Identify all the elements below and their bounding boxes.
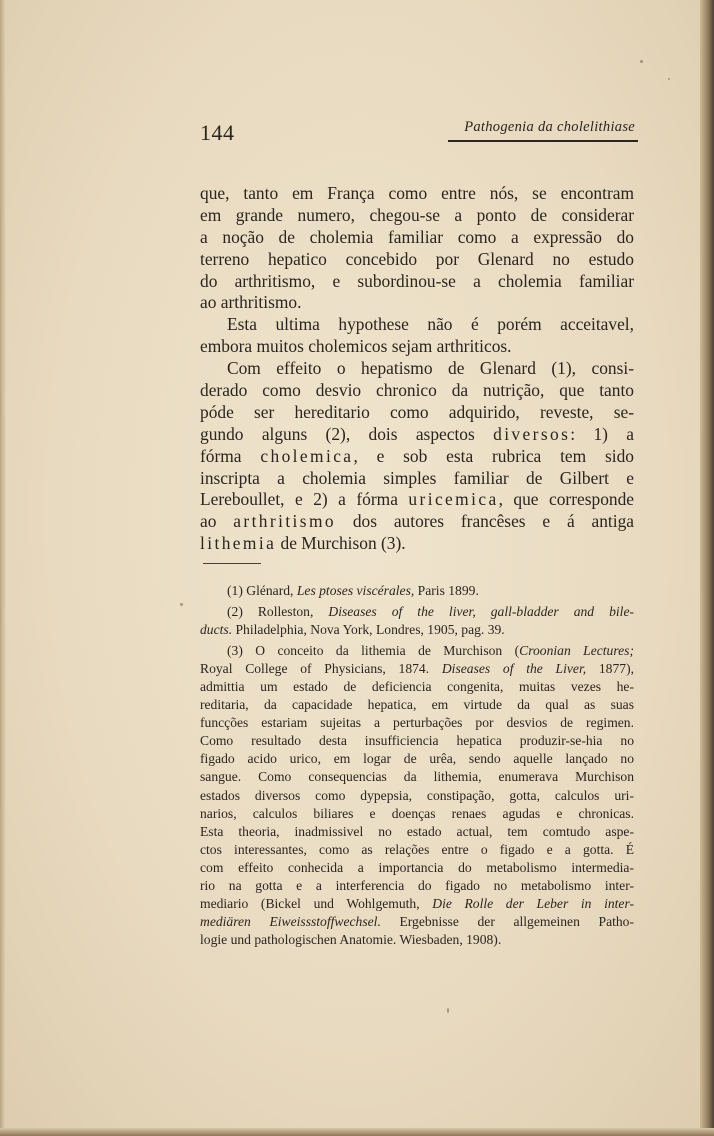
footnote-3-line: com effeito conhecida a importancia do metabolismo intermedia- [200, 859, 634, 875]
footnote-text: 1877), [598, 661, 634, 677]
body-text-run: de Murchison (3). [280, 533, 406, 554]
body-line: a noção de cholemia familiar como a expressão do [200, 226, 634, 247]
page-header [200, 118, 638, 148]
paper-speck [668, 78, 670, 80]
footnote-1 [200, 582, 634, 600]
body-text [200, 183, 634, 555]
footnote-3-line: rio na gotta e a interferencia do figado no metabolismo inter- [200, 877, 634, 893]
footnote-3-line: figado acido urico, em logar de urêa, sendo aquelle lançado no [200, 751, 634, 767]
footnote-3-line [200, 895, 634, 913]
body-line: que, tanto em França como entre nós, se encontram [200, 183, 634, 203]
footnote-3-line [200, 660, 634, 678]
spaced-emphasis: cholemica [260, 445, 354, 466]
footnote-3-line [200, 913, 634, 931]
page-number: 144 [200, 120, 235, 145]
body-line [200, 533, 634, 555]
footnote-3-line: admittia um estado de deficiencia congenita, muitas vezes he- [200, 679, 634, 695]
citation-title: ducts. [200, 622, 233, 638]
body-text-run: , e sob esta rubrica tem sido [353, 445, 634, 466]
citation-title: Les ptoses viscérales, [296, 583, 415, 598]
paper-speck [640, 60, 643, 63]
footnote-3-line: narios, calculos biliares e doenças renaes agudas e chronicas. [200, 805, 634, 821]
citation-title: Diseases of the Liver, [441, 661, 587, 677]
footnote-text: Philadelphia, Nova York, Londres, 1905, pag. 39. [235, 622, 505, 638]
page-right-edge-shadow [700, 0, 714, 1136]
paper-speck [447, 1008, 449, 1013]
spaced-emphasis: lithemia [200, 533, 277, 554]
body-line: Com effeito o hepatismo de Glenard (1), consi- [227, 358, 634, 379]
citation-title: Diseases of the liver, gall-bladder and bile- [328, 604, 635, 620]
body-line: embora muitos cholemicos sejam arthriticos. [200, 336, 512, 357]
footnote-2 [200, 603, 634, 621]
paper-speck [180, 603, 183, 606]
footnote-separator [203, 563, 261, 564]
page-bottom-edge [0, 1128, 714, 1136]
footnote-text: Paris 1899. [417, 583, 479, 598]
footnote-3-line: Esta theoria, inadmissivel no estado actual, tem comtudo aspe- [200, 823, 634, 839]
citation-title: mediären Eiweissstoffwechsel. [200, 913, 381, 929]
footnote-3-line: estados diversos como dypepsia, constipação, gotta, calculos uri- [200, 787, 634, 803]
spaced-emphasis: arthritismo [233, 511, 336, 532]
citation-title: Croonian Lectures; [519, 643, 634, 659]
body-text-run: , que corresponde [498, 489, 634, 510]
footnote-3-line: sangue. Como consequencias da lithemia, enumerava Murchison [200, 769, 634, 785]
footnote-3-line: ctos interessantes, como as relações entre o figado e a gotta. É [200, 841, 634, 857]
body-line: ao arthritismo. [200, 292, 302, 313]
footnote-3-line: Como resultado desta insufficiencia hepatica produzir-se-hia no [200, 733, 634, 749]
footnote-3-line: funcções estariam sujeitas a perturbações por desvios de regimen. [200, 715, 634, 731]
footnote-3 [200, 642, 634, 660]
body-line: terreno hepatico concebido por Glenard no estudo [200, 248, 634, 269]
citation-title: Die Rolle der Leber in inter- [432, 895, 634, 911]
body-line: derado como desvio chronico da nutrição, que tanto [200, 380, 634, 401]
body-line [200, 424, 634, 446]
body-text-run: fórma [200, 445, 242, 466]
body-line: inscripta a cholemia simples familiar de Gilbert e [200, 467, 634, 488]
footnote-text: Ergebnisse der allgemeinen Patho- [399, 913, 634, 929]
footnote-text: (1) Glénard, [227, 583, 294, 598]
footnotes [200, 582, 634, 949]
footnote-text: (2) Rolleston, [227, 604, 314, 620]
body-text-run: gundo alguns (2), dois aspectos [200, 423, 475, 444]
body-line [200, 511, 634, 533]
footnote-text: mediario (Bickel und Wohlgemuth, [200, 895, 420, 911]
body-line: póde ser hereditario como adquirido, reveste, se- [200, 401, 634, 422]
body-text-run: ao [200, 511, 217, 532]
footnote-text: (3) O conceito da lithemia de Murchison ( [227, 643, 520, 659]
body-line: do arthritismo, e subordinou-se a cholemia familiar [200, 270, 634, 291]
header-rule [448, 140, 638, 142]
body-line: Esta ultima hypothese não é porém acceitavel, [227, 314, 634, 335]
footnote-2-cont [200, 621, 634, 639]
body-text-run: Lereboullet, e 2) a fórma [200, 489, 398, 510]
spaced-emphasis: uricemica [408, 489, 499, 510]
page-left-edge [0, 0, 6, 1136]
body-line [200, 446, 634, 468]
running-title: Pathogenia da cholelithiase [464, 119, 635, 135]
body-text-run: dos autores francêses e á antiga [352, 511, 634, 532]
body-line [200, 489, 634, 511]
footnote-3-line: reditaria, da capacidade hepatica, em virtude da qual as suas [200, 697, 634, 713]
body-text-run: : 1) a [570, 423, 634, 444]
footnote-3-line: logie und pathologischen Anatomie. Wiesbaden, 1908). [200, 931, 502, 947]
footnote-text: Royal College of Physicians, 1874. [200, 661, 430, 677]
spaced-emphasis: diversos [493, 423, 571, 444]
body-line: em grande numero, chegou-se a ponto de considerar [200, 204, 634, 225]
